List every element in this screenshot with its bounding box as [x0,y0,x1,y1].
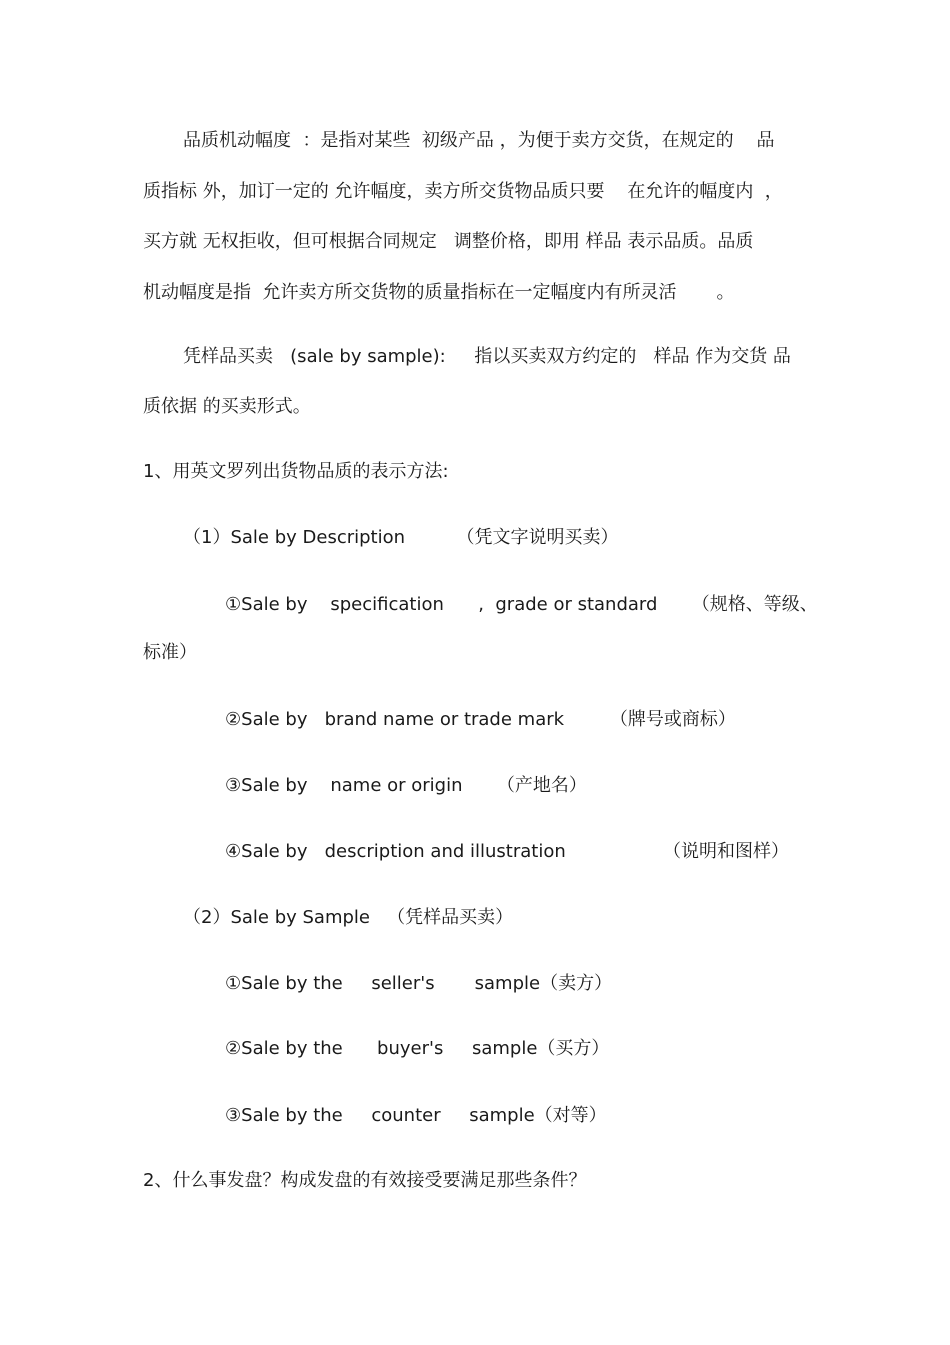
list-item: ③Sale by name or origin （产地名） [225,775,587,796]
section-heading: （1）Sale by Description （凭文字说明买卖） [183,527,619,548]
paragraph-line: 买方就 无权拒收，但可根据合同规定 调整价格，即用 样品 表示品质。品质 [143,231,754,252]
question-title: 1、用英文罗列出货物品质的表示方法: [143,461,449,482]
list-item: ①Sale by the seller's sample（卖方） [225,973,613,994]
paragraph-line: 质指标 外，加订一定的 允许幅度，卖方所交货物品质只要 在允许的幅度内 ， [143,181,783,202]
list-item: ②Sale by the buyer's sample（买方） [225,1038,610,1059]
paragraph-line: 机动幅度是指 允许卖方所交货物的质量指标在一定幅度内有所灵活 。 [143,282,735,303]
list-item: ①Sale by specification , grade or standard （规格、等级、 [225,594,818,615]
paragraph-line: 品质机动幅度 ：是指对某些 初级产品 ，为便于卖方交货，在规定的 品 [183,130,775,151]
list-item: ③Sale by the counter sample（对等） [225,1105,607,1126]
question-title: 2、什么事发盘？构成发盘的有效接受要满足那些条件？ [143,1170,587,1191]
section-heading: （2）Sale by Sample （凭样品买卖） [183,907,514,928]
paragraph-line: 凭样品买卖 (sale by sample): 指以买卖双方约定的 样品 作为交货 品 [183,346,791,367]
list-item: ②Sale by brand name or trade mark （牌号或商标） [225,709,736,730]
paragraph-line: 质依据 的买卖形式。 [143,396,311,417]
list-item-wrap: 标准） [143,642,197,663]
list-item: ④Sale by description and illustration （说明和图样） [225,841,790,862]
